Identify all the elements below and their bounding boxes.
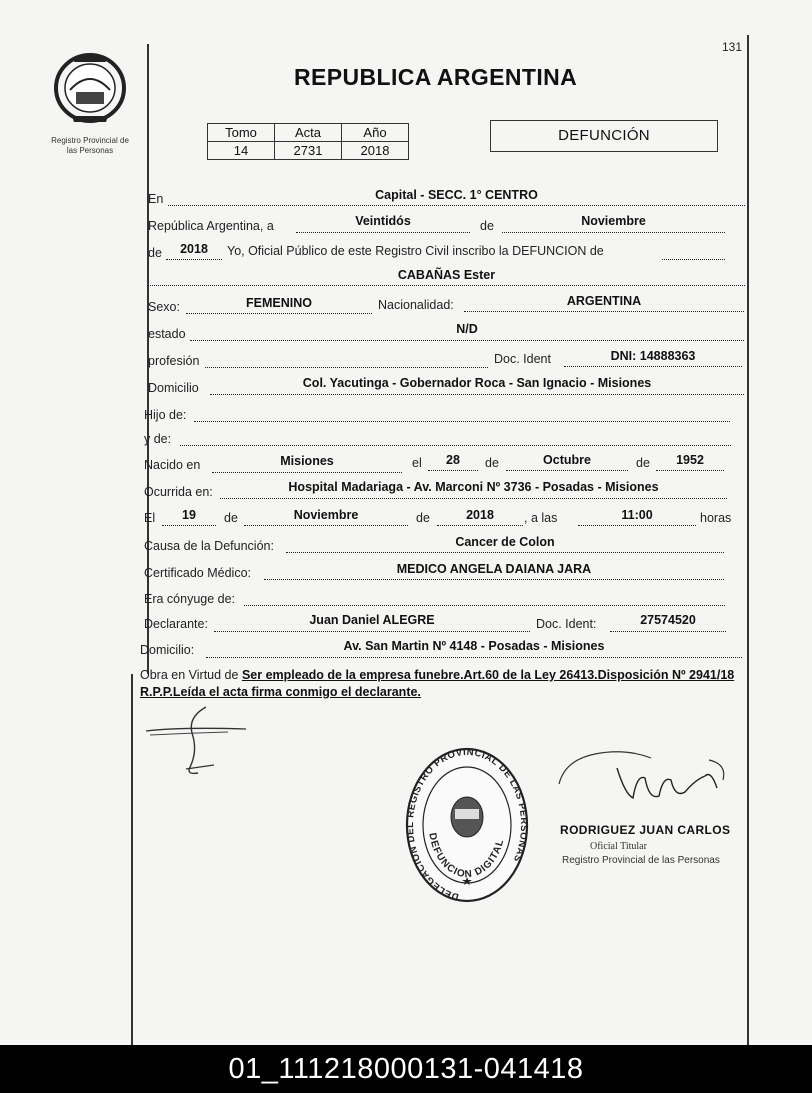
province-emblem-icon <box>52 50 128 126</box>
registry-table <box>207 123 409 160</box>
logo-caption: Registro Provincial de las Personas <box>51 136 129 155</box>
yde-dots <box>180 445 731 446</box>
inscribe-text: Yo, Oficial Público de este Registro Civil inscribo la DEFUNCION de <box>227 244 604 258</box>
year-prefix-label: de <box>148 246 162 260</box>
declarante-dots <box>214 631 530 632</box>
death-time-dots <box>578 525 696 526</box>
day-dots <box>296 232 470 233</box>
right-margin-line <box>747 35 749 1045</box>
hijo-label: Hijo de: <box>144 408 187 422</box>
estado-label: estado <box>148 327 186 341</box>
inscribe-dots <box>662 259 725 260</box>
place-value: Capital - SECC. 1° CENTRO <box>375 188 538 202</box>
estado-dots <box>190 340 744 341</box>
certificado-value: MEDICO ANGELA DAIANA JARA <box>396 562 592 576</box>
declarante-value: Juan Daniel ALEGRE <box>309 613 435 627</box>
el2-label: El <box>144 511 156 525</box>
page-title: REPUBLICA ARGENTINA <box>294 64 578 90</box>
nacionalidad-dots <box>464 311 744 312</box>
obra-value: Ser empleado de la empresa funebre.Art.60 de la Ley 26413.Disposición Nº 2941/18 R.P.P.Leída el acta firma conmigo el declarante. <box>140 668 735 699</box>
acta-header: Acta <box>275 124 342 142</box>
domicilio2-dots <box>206 657 742 658</box>
decl-doc-value: 27574520 <box>640 613 696 627</box>
de-label: de <box>480 219 494 233</box>
anio-value: 2018 <box>342 142 409 160</box>
certificado-label: Certificado Médico: <box>144 566 251 580</box>
conyuge-dots <box>244 605 725 606</box>
act-year-value: 2018 <box>180 242 208 256</box>
act-type-box: DEFUNCIÓN <box>490 120 718 152</box>
birth-month-value: Octubre <box>543 453 591 467</box>
tomo-value: 14 <box>208 142 275 160</box>
domicilio-label: Domicilio <box>148 381 199 395</box>
month-dots <box>502 232 725 233</box>
death-time-value: 11:00 <box>621 508 653 522</box>
republica-label: República Argentina, a <box>148 219 274 233</box>
death-month-dots <box>244 525 408 526</box>
decl-doc-dots <box>610 631 726 632</box>
domicilio-value: Col. Yacutinga - Gobernador Roca - San Ignacio - Misiones <box>302 376 652 390</box>
domicilio-dots <box>210 394 744 395</box>
decl-doc-label: Doc. Ident: <box>536 617 597 631</box>
death-de2-label: de <box>416 511 430 525</box>
left-margin-line-lower <box>131 674 133 1045</box>
tomo-header: Tomo <box>208 124 275 142</box>
death-year-value: 2018 <box>466 508 494 522</box>
obra-paragraph <box>140 667 744 701</box>
declarant-signature <box>140 705 260 785</box>
profesion-dots <box>205 367 488 368</box>
domicilio2-value: Av. San Martin Nº 4148 - Posadas - Misiones <box>343 639 605 653</box>
registry-seal-stamp <box>403 745 531 905</box>
officer-org: Registro Provincial de las Personas <box>562 855 720 866</box>
officer-name: RODRIGUEZ JUAN CARLOS <box>560 823 731 837</box>
birth-day-value: 28 <box>446 453 460 467</box>
yde-label: y de: <box>144 432 172 446</box>
causa-dots <box>286 552 724 553</box>
el-label: el <box>412 456 422 470</box>
anio-header: Año <box>342 124 409 142</box>
birthplace-dots <box>212 472 402 473</box>
alas-label: , a las <box>524 511 558 525</box>
nacido-label: Nacido en <box>144 458 201 472</box>
certificado-dots <box>264 579 724 580</box>
death-day-value: 19 <box>182 508 196 522</box>
birth-year-value: 1952 <box>676 453 704 467</box>
causa-value: Cancer de Colon <box>455 535 555 549</box>
doc-label: Doc. Ident <box>494 352 551 366</box>
birth-month-dots <box>506 470 628 471</box>
sexo-label: Sexo: <box>148 300 180 314</box>
page-number: 131 <box>722 40 743 54</box>
deceased-name: CABAÑAS Ester <box>397 268 496 282</box>
profesion-label: profesión <box>148 354 200 368</box>
doc-dots <box>564 366 742 367</box>
year-dots <box>166 259 222 260</box>
ocurrida-value: Hospital Madariaga - Av. Marconi Nº 3736 - Posadas - Misiones <box>288 480 659 494</box>
document-code-footer: 01_111218000131-041418 <box>0 1045 812 1093</box>
act-day-value: Veintidós <box>355 214 411 228</box>
name-dots <box>148 285 745 286</box>
seal-inner-text: DEFUNCION DIGITAL <box>426 832 507 881</box>
doc-value: DNI: 14888363 <box>610 349 696 363</box>
horas-label: horas <box>700 511 732 525</box>
birth-year-dots <box>656 470 724 471</box>
sexo-value: FEMENINO <box>246 296 312 310</box>
domicilio2-label: Domicilio: <box>140 643 195 657</box>
seal-outer-text: DELEGACION DEL REGISTRO PROVINCIAL DE LAS PERSONAS <box>405 746 530 903</box>
ocurrida-label: Ocurrida en: <box>144 485 213 499</box>
officer-title: Oficial Titular <box>590 841 647 852</box>
obra-label: Obra en Virtud de <box>140 668 239 682</box>
estado-value: N/D <box>456 322 478 336</box>
ocurrida-dots <box>220 498 727 499</box>
birth-de-label: de <box>485 456 499 470</box>
declarante-label: Declarante: <box>144 617 208 631</box>
hijo-dots <box>194 421 730 422</box>
birth-de2-label: de <box>636 456 650 470</box>
act-month-value: Noviembre <box>581 214 646 228</box>
death-de-label: de <box>224 511 238 525</box>
sexo-dots <box>186 313 372 314</box>
en-dots <box>168 205 745 206</box>
death-month-value: Noviembre <box>293 508 359 522</box>
nacionalidad-label: Nacionalidad: <box>378 298 454 312</box>
conyuge-label: Era cónyuge de: <box>144 592 236 606</box>
acta-value: 2731 <box>275 142 342 160</box>
officer-signature <box>555 740 735 815</box>
birth-day-dots <box>428 470 478 471</box>
birthplace-value: Misiones <box>280 454 334 468</box>
nacionalidad-value: ARGENTINA <box>566 294 642 308</box>
causa-label: Causa de la Defunción: <box>144 539 274 553</box>
en-label: En <box>148 192 164 206</box>
death-year-dots <box>437 525 523 526</box>
death-day-dots <box>162 525 216 526</box>
